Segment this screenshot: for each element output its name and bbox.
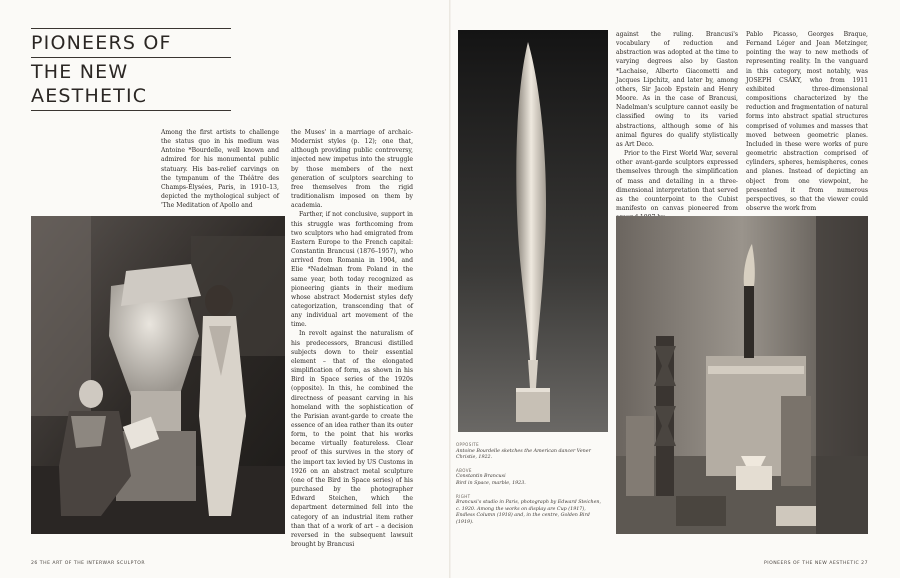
title-rule-middle bbox=[31, 57, 231, 58]
caption-text: Constantin Brancusi Bird in Space, marble, 1923. bbox=[456, 474, 526, 486]
paragraph: Pablo Picasso, Georges Braque, Fernand Léger and Jean Metzinger, pointing the way to new methods of representing reality. In the vanguard in this category, most notably, was JOSEPH CSÁKY, who from 1911 exhibited three-dimensional compositions characterized by the reduction and fragmentation of natural forms into abstract spatial structures comprised of volumes and masses that moved between geometric planes. Included in these were works of pure geometric abstraction comprised of cylinders, spheres, hemispheres, cones and planes. Instead of depicting an object from one viewpoint, he presented it from numerous perspectives, so that the viewer could observe the work from bbox=[746, 31, 868, 212]
photo-bird-in-space bbox=[458, 30, 608, 432]
text-column-right-b bbox=[746, 30, 868, 210]
text-column-left-b bbox=[291, 128, 413, 549]
caption-label: ABOVE bbox=[456, 467, 472, 473]
caption-text: Brancusi's studio in Paris, photograph by Edward Steichen, c. 1920. Among the works on display are Cup (1917), Endless Column (1918) and, in the centre, Golden Bird (1919). bbox=[456, 500, 602, 525]
chapter-title bbox=[31, 28, 231, 111]
title-line-2: THE NEW AESTHETIC bbox=[31, 61, 148, 107]
paragraph: Prior to the First World War, several other avant-garde sculptors expressed themselves through the simplification of mass and detailing in a three-dimensional interpretation that served as the counterpoint to the Cubist manifesto on canvas pioneered from bbox=[616, 150, 738, 212]
paragraph: against the ruling. Brancusi's vocabulary of reduction and abstraction was adopted at the time to varying degrees also by Gaston *Lachaise, Alberto Giacometti and Jacques Lipchitz, and later by, among others, Sir Jacob Epstein and Henry Moore. As in the case of Brancusi, Nadelman's sculpture cannot easily be classified owing to its varied abstractions, although some of his animal figures do qualify stylistically as Art Deco. bbox=[616, 31, 738, 148]
caption-label: OPPOSITE bbox=[456, 442, 480, 447]
photo-bourdelle-studio bbox=[31, 216, 285, 534]
title-rule-bottom bbox=[31, 110, 231, 111]
text-column-right-a bbox=[616, 30, 738, 210]
title-rule-top bbox=[31, 28, 231, 29]
photo-captions bbox=[456, 442, 606, 527]
paragraph: Among the first artists to challenge the status quo in his medium was Antoine *Bourdelle, well known and admired for his monumental public statuary. His bas-relief carvings on the tympanum of the Théâtre des Champs-Élysées, Paris, in 1910–13, depicted the mythological subject of 'The Meditation of Apollo and bbox=[161, 129, 279, 210]
footer-right: PIONEERS OF THE NEW AESTHETIC 27 bbox=[763, 561, 868, 566]
paragraph: the Muses' in a marriage of archaic-Modernist styles (p. 12); one that, although providing public controversy, injected new impetus into the struggle by those members of the next generation of sculptors searching to free themselves from the rigid traditionalism imposed on them by academia. bbox=[291, 129, 413, 210]
footer-left: 26 THE ART OF THE INTERWAR SCULPTOR bbox=[31, 561, 146, 566]
text-column-left-a bbox=[161, 128, 279, 210]
photo-brancusi-studio bbox=[616, 216, 868, 534]
caption-text: Antoine Bourdelle sketches the American dancer Vener Christie, 1922. bbox=[456, 448, 591, 461]
paragraph: In revolt against the naturalism of his predecessors, Brancusi distilled subjects down to their essential element – that of the elongated simplification of form, as shown in his Bird in Space series of the 1920s (opposite). In this, he combined the directness of peasant carving in his homeland with the sophistication of the Parisian avant-garde to create the essence of an idea rather than its outer form, to the point that his works became virtually featureless. Clear proof of this survives in the story of the import tax levied by US Customs in 1926 on an abstract metal sculpture (one of the Bird in Space series) of his purchased by the photographer Edward Steichen, which the department determined fell into the category of an industrial item rather than that of a work of art – a decision reversed in the subsequent lawsuit brought by Brancusi bbox=[291, 330, 413, 549]
caption-label: RIGHT bbox=[456, 493, 471, 499]
paragraph: Farther, if not conclusive, support in this struggle was forthcoming from two sculptors who had emigrated from Eastern Europe to the French capital: Constantin Brancusi (1876–1957), who arrived from Romania in 1904, and Elie *Nadelman from Poland in the same year, both today recognized as pioneering giants in their medium whose abstract Modernist styles defy categorization, transcending that of any individual art movement of the time. bbox=[291, 211, 413, 329]
title-line-1: PIONEERS OF bbox=[31, 32, 172, 54]
page-gutter bbox=[449, 0, 451, 578]
